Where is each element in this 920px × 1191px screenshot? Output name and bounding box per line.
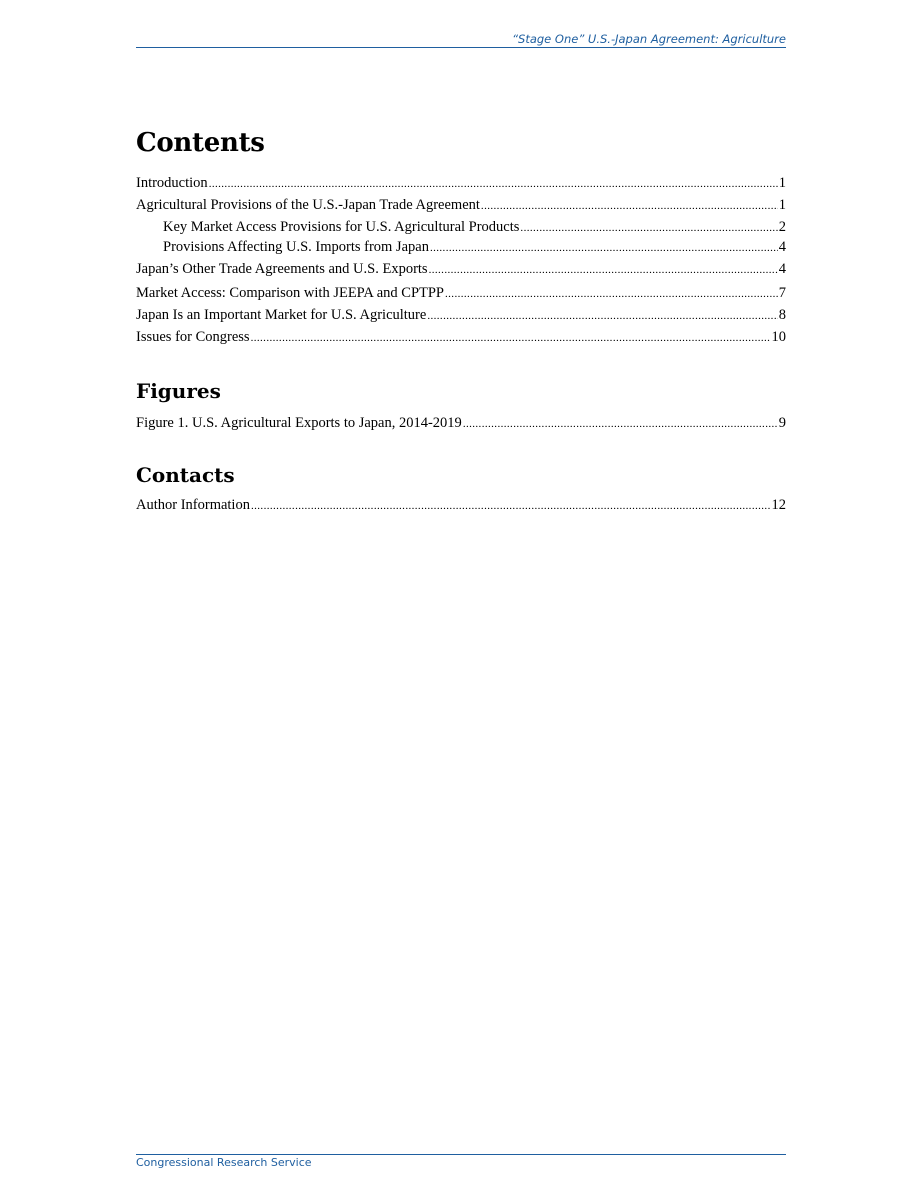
toc-entry-key-market-access[interactable] <box>136 218 786 236</box>
toc-entry-important-market[interactable] <box>136 306 786 324</box>
footer-source: Congressional Research Service <box>136 1156 312 1169</box>
toc-entry-page: 4 <box>778 261 786 277</box>
toc-entry-title: Japan’s Other Trade Agreements and U.S. Exports <box>136 261 428 277</box>
toc-entry-page: 8 <box>778 307 786 323</box>
dot-leader <box>520 219 777 237</box>
toc-entry-title: Key Market Access Provisions for U.S. Agricultural Products <box>163 219 520 235</box>
toc-entry-title: Market Access: Comparison with JEEPA and CPTPP <box>136 285 444 301</box>
toc-entry-page: 10 <box>771 329 786 345</box>
figures-list <box>136 414 786 432</box>
dot-leader <box>481 197 778 215</box>
toc-entry-author-information[interactable] <box>136 496 786 514</box>
header-rule <box>136 47 786 48</box>
dot-leader <box>430 239 778 257</box>
contacts-heading: Contacts <box>136 463 235 487</box>
toc-entry-title: Japan Is an Important Market for U.S. Agriculture <box>136 307 427 323</box>
dot-leader <box>251 329 771 347</box>
dot-leader <box>445 285 778 303</box>
toc-entry-title: Author Information <box>136 497 250 513</box>
toc-entry-page: 7 <box>778 285 786 301</box>
dot-leader <box>463 415 778 433</box>
dot-leader <box>427 307 777 325</box>
dot-leader <box>429 261 778 279</box>
toc-entry-page: 1 <box>778 197 786 213</box>
dot-leader <box>251 497 771 515</box>
running-title: “Stage One” U.S.-Japan Agreement: Agriculture <box>512 32 786 46</box>
toc-entry-page: 9 <box>778 415 786 431</box>
toc-entry-title: Introduction <box>136 175 208 191</box>
toc-entry-title: Agricultural Provisions of the U.S.-Japan Trade Agreement <box>136 197 480 213</box>
contacts-list <box>136 496 786 514</box>
contents-heading: Contents <box>136 128 265 158</box>
toc-entry-page: 2 <box>778 219 786 235</box>
dot-leader <box>209 175 778 193</box>
toc-entry-issues-for-congress[interactable] <box>136 328 786 346</box>
toc-entry-title: Figure 1. U.S. Agricultural Exports to Japan, 2014-2019 <box>136 415 462 431</box>
table-of-contents <box>136 120 786 518</box>
footer-rule <box>136 1154 786 1155</box>
toc-entry-other-trade-agreements[interactable] <box>136 260 786 278</box>
toc-entry-market-access-comparison[interactable] <box>136 284 786 302</box>
toc-entry-introduction[interactable] <box>136 174 786 192</box>
toc-entry-page: 1 <box>778 175 786 191</box>
toc-entry-page: 12 <box>771 497 786 513</box>
toc-entry-agricultural-provisions[interactable] <box>136 196 786 214</box>
contents-list <box>136 174 786 346</box>
toc-entry-figure-1[interactable] <box>136 414 786 432</box>
toc-entry-page: 4 <box>778 239 786 255</box>
toc-entry-title: Issues for Congress <box>136 329 250 345</box>
toc-entry-title: Provisions Affecting U.S. Imports from Japan <box>163 239 429 255</box>
toc-entry-us-imports[interactable] <box>136 238 786 256</box>
figures-heading: Figures <box>136 379 221 403</box>
